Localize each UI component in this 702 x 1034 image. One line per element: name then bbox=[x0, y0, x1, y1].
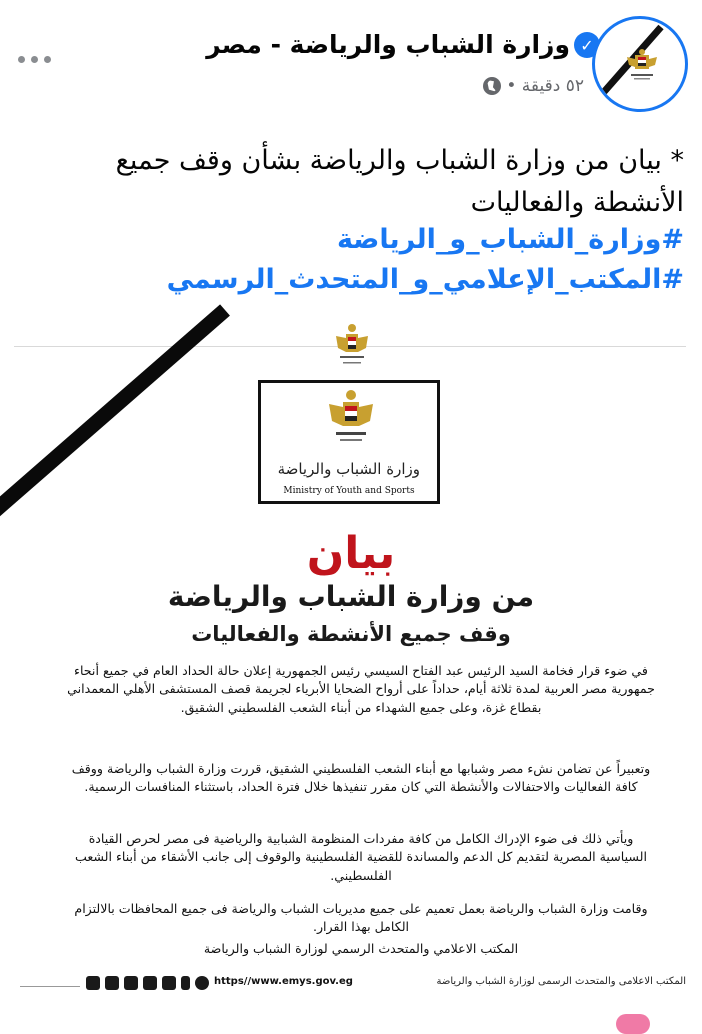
reaction-badge[interactable] bbox=[616, 1014, 650, 1034]
eagle-emblem-icon bbox=[326, 388, 376, 448]
website-link[interactable]: https//www.emys.gov.eg bbox=[214, 976, 353, 987]
page-name-link[interactable]: وزارة الشباب والرياضة - مصر bbox=[206, 30, 570, 59]
statement-paragraph: في ضوء قرار فخامة السيد الرئيس عبد الفتاح السيسي رئيس الجمهورية إعلان حالة الحداد العام في جميع أنحاء جمهورية مصر العربية لمدة ثلاثة أيام، حداداً على أرواح الضحايا الأبرياء لجريمة قصف المستشفى الأهلي المعمداني بقطاع غزة، وعلى جميع الشهداء من أبناء الشعب الفلسطيني الشقيق. bbox=[67, 663, 655, 715]
statement-paragraph: وقامت وزارة الشباب والرياضة بعمل تعميم على جميع مديريات الشباب والرياضة فى جميع المحافظات بالالتزام الكامل بهذا القرار. bbox=[74, 901, 648, 935]
statement-paragraph: وتعبيراً عن تضامن نشء مصر وشبابها مع أبناء الشعب الفلسطيني الشقيق، قررت وزارة الشباب والرياضة ووقف كافة الفعاليات والاحتفالات والأنشطة التي كان مقرر تنفيذها خلال فترة الحداد، باستثناء المنافسات الرسمية. bbox=[71, 761, 651, 795]
footer-divider bbox=[20, 986, 80, 987]
social-tiktok-icon[interactable] bbox=[143, 976, 157, 990]
social-icons bbox=[86, 976, 209, 990]
avatar-emblem bbox=[595, 19, 685, 109]
social-youtube-icon[interactable] bbox=[124, 976, 138, 990]
social-whatsapp-icon[interactable] bbox=[86, 976, 100, 990]
statement-subtitle: من وزارة الشباب والرياضة bbox=[167, 580, 535, 613]
logo-english-text: Ministry of Youth and Sports bbox=[283, 486, 415, 496]
social-twitter-icon[interactable] bbox=[105, 976, 119, 990]
post-timestamp[interactable]: ٥٢ دقيقة bbox=[521, 76, 584, 96]
footer-office-text: المكتب الاعلامى والمتحدث الرسمى لوزارة الشباب والرياضة bbox=[436, 976, 686, 987]
statement-paragraph: ويأتي ذلك فى ضوء الإدراك الكامل من كافة مفردات المنظومة الشبابية والرياضية فى مصر لحرص القيادة السياسية المصرية لتقديم كل الدعم والمساندة للقضية الفلسطينية والوقوف إلى جانب الأشقاء من أبناء الشعب الفلسطيني. bbox=[74, 831, 647, 883]
hashtag-media-office[interactable]: #المكتب_الإعلامي_و_المتحدث_الرسمي bbox=[166, 264, 684, 295]
social-instagram-icon[interactable] bbox=[162, 976, 176, 990]
mourning-ribbon-icon bbox=[0, 300, 240, 520]
statement-signature: المكتب الاعلامي والمتحدث الرسمي لوزارة الشباب والرياضة bbox=[203, 941, 519, 956]
hashtag-youth-sports[interactable]: #وزارة_الشباب_و_الرياضة bbox=[336, 224, 684, 255]
statement-subject: وقف جميع الأنشطة والفعاليات bbox=[191, 622, 511, 646]
verified-badge-icon: ✓ bbox=[574, 32, 600, 58]
post-meta: ٥٢ دقيقة • bbox=[284, 76, 584, 96]
eagle-emblem-icon bbox=[627, 49, 657, 80]
logo-arabic-text: وزارة الشباب والرياضة bbox=[277, 460, 420, 478]
eagle-emblem-icon bbox=[332, 322, 372, 370]
more-options-button[interactable] bbox=[18, 48, 62, 70]
post-text: * بيان من وزارة الشباب والرياضة بشأن وقف جميع الأنشطة والفعاليات bbox=[115, 145, 684, 218]
social-facebook-icon[interactable] bbox=[181, 976, 190, 990]
web-globe-icon bbox=[195, 976, 209, 990]
statement-title: بيان bbox=[306, 528, 396, 579]
page-avatar[interactable] bbox=[592, 16, 688, 112]
more-options-icon bbox=[18, 56, 25, 63]
globe-icon bbox=[483, 77, 501, 95]
